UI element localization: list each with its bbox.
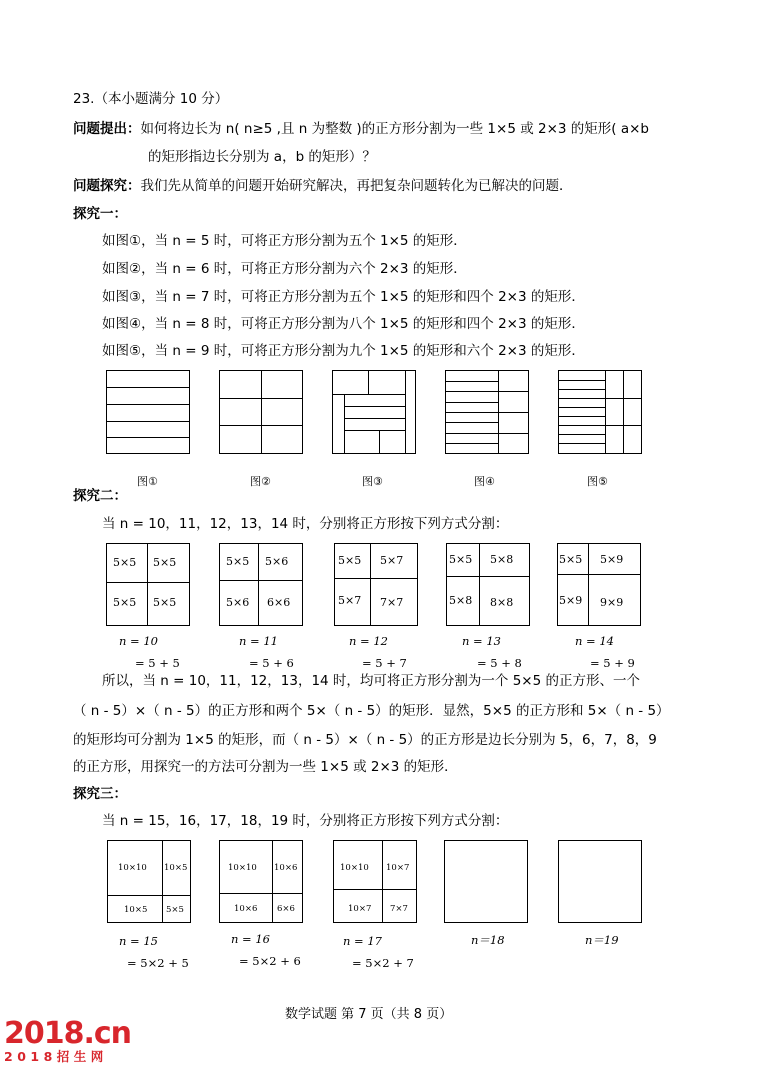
part3-eq-label: = 5×2 + 7 (352, 956, 414, 970)
figure-5-square (558, 370, 642, 454)
cell-label: 10×5 (124, 905, 148, 915)
part3-eq-label: = 5×2 + 6 (239, 954, 301, 968)
conclusion-line-3: 的矩形均可分割为 1×5 的矩形，而（ n - 5）×（ n - 5）的正方形是边长分别为 5，6，7，8，9 (73, 732, 657, 748)
cell-label: 7×7 (390, 904, 408, 914)
part3-intro: 当 n = 15，16，17，18，19 时，分别将正方形按下列方式分割： (102, 813, 509, 829)
part2-n-label: n = 13 (462, 634, 501, 648)
cell-label: 5×5 (166, 905, 184, 915)
cell-label: 6×6 (267, 596, 291, 609)
cell-label: 5×5 (113, 556, 137, 569)
cell-label: 5×6 (265, 555, 289, 568)
problem-number: 23.（本小题满分 10 分） (73, 91, 229, 107)
part1-line-5: 如图⑤，当 n = 9 时，可将正方形分割为九个 1×5 的矩形和六个 2×3 的矩形． (102, 343, 585, 359)
part2-eq-label: = 5 + 8 (477, 656, 522, 670)
cell-label: 10×7 (348, 904, 372, 914)
cell-label: 5×5 (559, 553, 583, 566)
part1-line-1: 如图①，当 n = 5 时，可将正方形分割为五个 1×5 的矩形． (102, 233, 467, 249)
part2-square-2 (219, 543, 303, 626)
watermark-logo (4, 1018, 131, 1064)
part3-n-label: n = 16 (231, 932, 270, 946)
cell-label: 5×8 (449, 594, 473, 607)
part3-heading: 探究三： (73, 786, 127, 802)
cell-label: 10×6 (274, 863, 298, 873)
part2-square-3 (334, 543, 418, 626)
part3-n-label: n = 17 (343, 934, 382, 948)
question-line-1 (73, 120, 649, 138)
conclusion-line-4: 的正方形，用探究一的方法可分割为一些 1×5 或 2×3 的矩形． (73, 759, 458, 775)
part1-line-3: 如图③，当 n = 7 时，可将正方形分割为五个 1×5 的矩形和四个 2×3 的矩形． (102, 289, 585, 305)
cell-label: 5×7 (380, 554, 404, 567)
figure-3-square (332, 370, 416, 454)
figure-5-caption: 图⑤ (587, 475, 608, 488)
cell-label: 6×6 (277, 904, 295, 914)
cell-label: 5×5 (449, 553, 473, 566)
part1-line-2: 如图②，当 n = 6 时，可将正方形分割为六个 2×3 的矩形． (102, 261, 467, 277)
figure-4-square (445, 370, 529, 454)
part2-n-label: n = 11 (239, 634, 278, 648)
cell-label: 5×9 (600, 553, 624, 566)
question-text-2: 的矩形指边长分别为 a，b 的矩形）？ (148, 149, 376, 165)
figure-4-caption: 图④ (474, 475, 495, 488)
part2-n-label: n = 12 (349, 634, 388, 648)
conclusion-line-2: （ n - 5）×（ n - 5）的正方形和两个 5×（ n - 5）的矩形．显然，5×5 的正方形和 5×（ n - 5） (73, 703, 670, 719)
question-label: 问题提出： (73, 121, 141, 137)
part3-eq-label: = 5×2 + 5 (127, 956, 189, 970)
cell-label: 5×5 (153, 596, 177, 609)
part3-n-label: n＝18 (471, 933, 505, 947)
cell-label: 5×7 (338, 594, 362, 607)
figure-3-caption: 图③ (362, 475, 383, 488)
part2-eq-label: = 5 + 5 (135, 656, 180, 670)
cell-label: 10×10 (228, 863, 257, 873)
explore-text: 我们先从简单的问题开始研究解决，再把复杂问题转化为已解决的问题． (140, 178, 573, 194)
page-footer: 数学试题 第 7 页（共 8 页） (285, 1007, 453, 1022)
part2-n-label: n = 10 (119, 634, 158, 648)
part2-square-1 (106, 543, 190, 626)
figure-2-square (219, 370, 303, 454)
part3-square-2 (219, 840, 303, 923)
cell-label: 5×8 (490, 553, 514, 566)
explore-label: 问题探究： (73, 178, 141, 194)
part3-square-3 (333, 840, 417, 923)
cell-label: 10×10 (340, 863, 369, 873)
part2-eq-label: = 5 + 7 (362, 656, 407, 670)
cell-label: 10×7 (386, 863, 410, 873)
cell-label: 9×9 (600, 596, 624, 609)
part3-n-label: n = 15 (119, 934, 158, 948)
cell-label: 10×6 (234, 904, 258, 914)
cell-label: 5×5 (113, 596, 137, 609)
part3-square-4 (444, 840, 528, 923)
cell-label: 5×9 (559, 594, 583, 607)
part2-eq-label: = 5 + 9 (590, 656, 635, 670)
cell-label: 8×8 (490, 596, 514, 609)
part3-square-5 (558, 840, 642, 923)
part2-eq-label: = 5 + 6 (249, 656, 294, 670)
figure-2-caption: 图② (250, 475, 271, 488)
cell-label: 5×5 (338, 554, 362, 567)
cell-label: 10×5 (164, 863, 188, 873)
part3-square-1 (107, 840, 191, 923)
part1-heading: 探究一： (73, 206, 127, 222)
cell-label: 10×10 (118, 863, 147, 873)
watermark-main: 2018.cn (4, 1016, 132, 1051)
part2-square-5 (557, 543, 641, 626)
part2-square-4 (446, 543, 530, 626)
part2-intro: 当 n = 10，11，12，13，14 时，分别将正方形按下列方式分割： (102, 516, 509, 532)
cell-label: 7×7 (380, 596, 404, 609)
explore-line (73, 177, 573, 195)
figure-1-square (106, 370, 190, 454)
question-text-1: 如何将边长为 n( n≥5 ,且 n 为整数 )的正方形分割为一些 1×5 或 2×3 的矩形( a×b (140, 121, 649, 137)
part2-heading: 探究二： (73, 488, 127, 504)
watermark-sub: 2018招生网 (4, 1049, 108, 1064)
cell-label: 5×6 (226, 596, 250, 609)
part3-n-label: n＝19 (585, 933, 619, 947)
part1-line-4: 如图④，当 n = 8 时，可将正方形分割为八个 1×5 的矩形和四个 2×3 的矩形． (102, 316, 585, 332)
part2-n-label: n = 14 (575, 634, 614, 648)
conclusion-line-1: 所以，当 n = 10，11，12，13，14 时，均可将正方形分割为一个 5×5 的正方形、一个 (102, 673, 640, 689)
cell-label: 5×5 (153, 556, 177, 569)
cell-label: 5×5 (226, 555, 250, 568)
figure-1-caption: 图① (137, 475, 158, 488)
